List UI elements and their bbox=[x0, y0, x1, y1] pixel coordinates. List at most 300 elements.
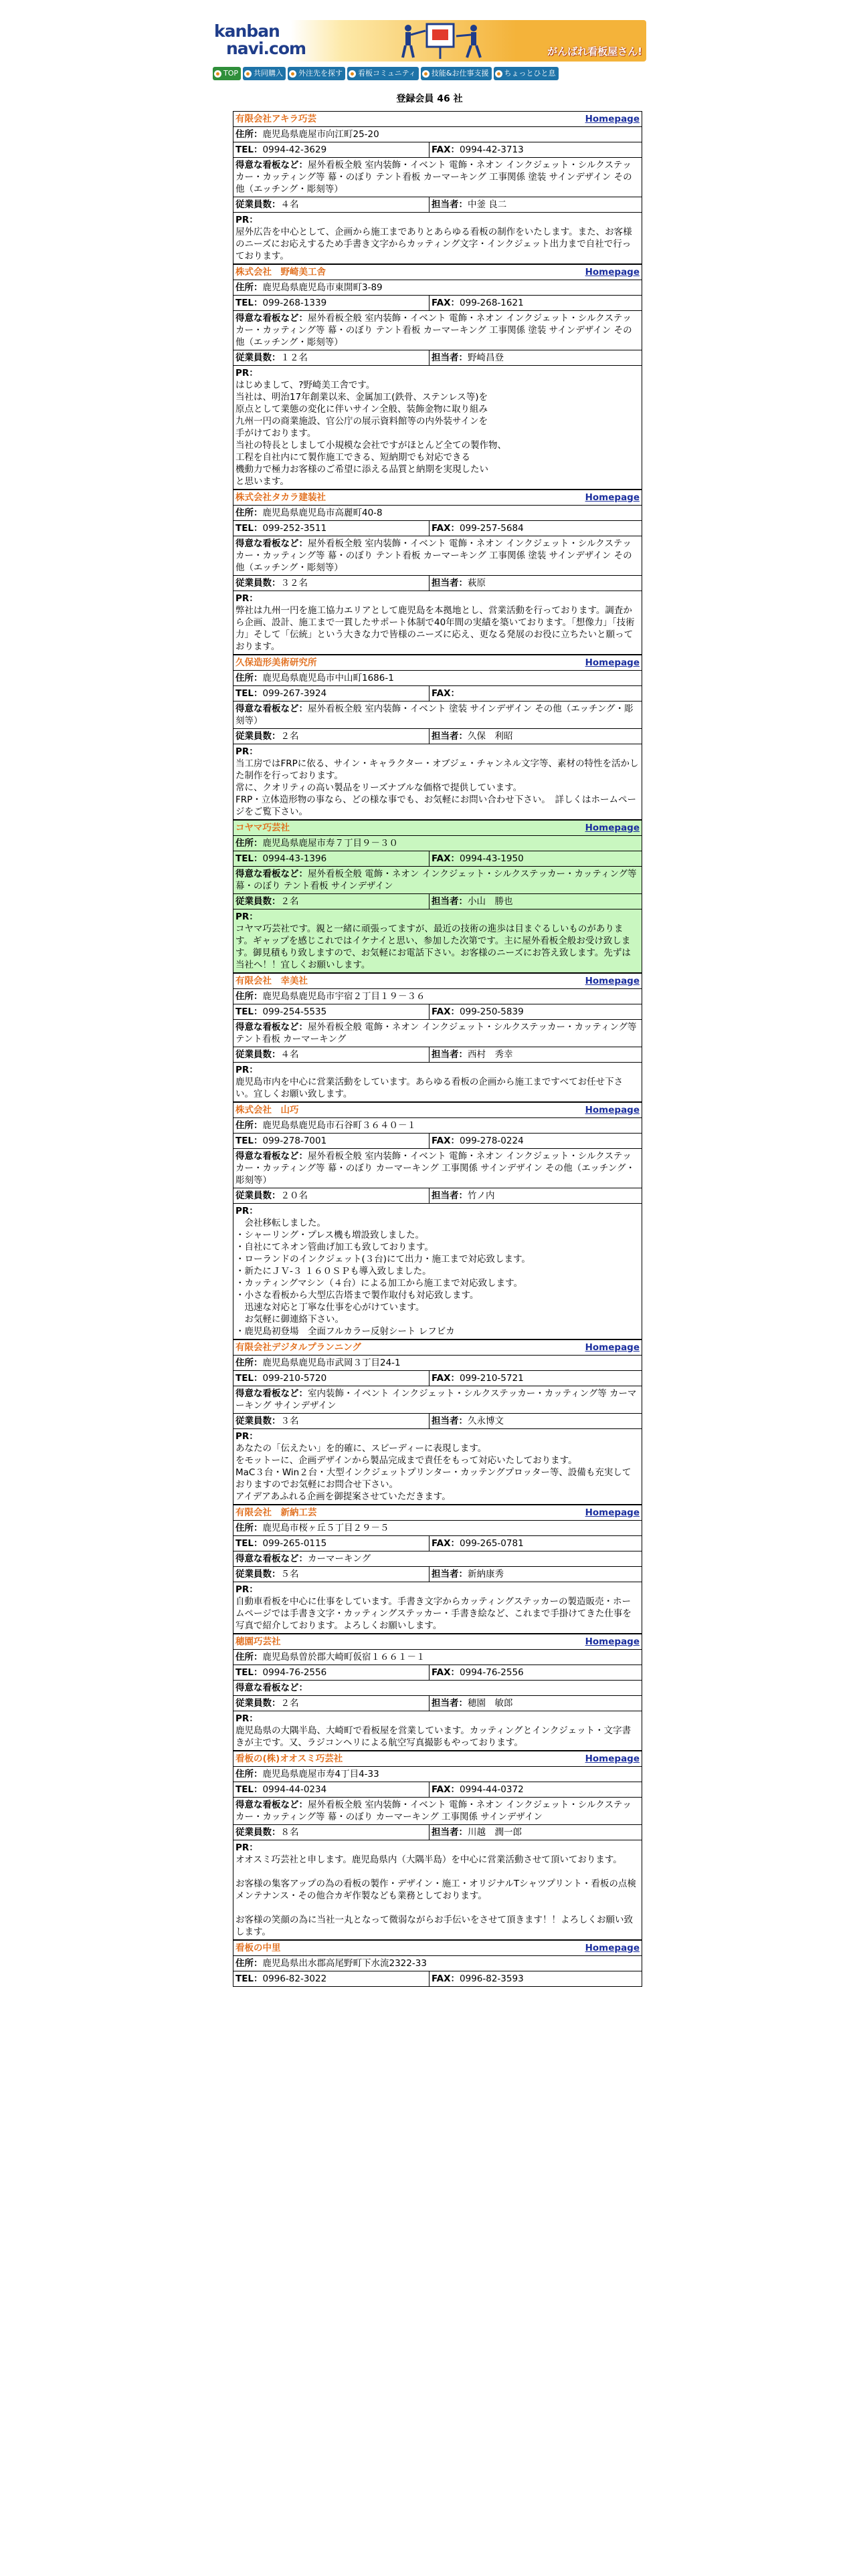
contact-cell bbox=[430, 1825, 642, 1840]
specialty-label: 得意な看板など： bbox=[235, 704, 308, 714]
fax-cell bbox=[430, 521, 642, 536]
company-name-row bbox=[233, 974, 642, 989]
pr-row bbox=[233, 591, 642, 655]
homepage-link[interactable]: Homepage bbox=[585, 976, 640, 986]
pr-label: PR： bbox=[235, 1206, 258, 1216]
tel-label: TEL： bbox=[235, 523, 263, 534]
company-name: 株式会社タカラ建装社 bbox=[235, 492, 326, 503]
pr-label: PR： bbox=[235, 215, 258, 225]
company-entry bbox=[233, 1339, 642, 1505]
address-value: 鹿児島県鹿屋市寿７丁目９－３０ bbox=[262, 838, 398, 849]
tel-cell bbox=[233, 1971, 430, 1986]
specialty-value: 屋外看板全般 室内装飾・イベント 電飾・ネオン インクジェット・シルクステッカー・カッティング等 幕・のぼり テント看板 カーマーキング 工事関係 塗装 サインデザイン その他（エッチング・彫刻等） bbox=[235, 160, 632, 195]
employees-cell bbox=[233, 1047, 430, 1062]
pr-text: あなたの「伝えたい」を的確に、スピーディーに表現します。 をモットーに、企画デザインから製品完成まで責任をもって対応いたしております。 MaC３台・Win２台・大型インクジェットプリンター・カッテングプロッター等、設備も充実しておりますのでお気軽にお問合せ下さい。 アイデアあふれる企画を御提案させていただきます。 bbox=[235, 1443, 632, 1502]
employees-value: ２名 bbox=[280, 731, 299, 742]
contact-cell bbox=[430, 729, 642, 744]
specialty-value: 屋外看板全般 室内装飾・イベント 塗装 サインデザイン その他（エッチング・彫刻等） bbox=[235, 704, 634, 726]
member-count: 登録会員 46 社 bbox=[396, 94, 463, 104]
contact-cell bbox=[430, 1188, 642, 1203]
tel-label: TEL： bbox=[235, 1006, 263, 1017]
pr-label: PR： bbox=[235, 368, 258, 379]
main-nav bbox=[213, 67, 646, 80]
address-row bbox=[233, 1118, 642, 1134]
pr-text: コヤマ巧芸社です。親と一緒に頑張ってますが、最近の技術の進歩は目まぐるしいものがあります。ギャップを感じこれではイケナイと思い、参加した次第です。主に屋外看板全般お受け致します。御見積もり致しますので、お気軽にお電話下さい。お客様のニーズにお答え致します。先ずは当社へ！！宜しくお願いします。 bbox=[235, 924, 631, 970]
employees-label: 従業員数： bbox=[235, 1190, 281, 1201]
tel-value: 0994-43-1396 bbox=[262, 853, 327, 864]
fax-label: FAX： bbox=[432, 853, 460, 864]
contact-value: 野崎昌登 bbox=[468, 352, 504, 363]
nav-tab[interactable] bbox=[213, 67, 241, 80]
contact-value: 川越 潤一郎 bbox=[468, 1827, 522, 1838]
pr-row bbox=[233, 1582, 642, 1634]
fax-label: FAX： bbox=[432, 1538, 460, 1549]
tel-value: 0994-44-0234 bbox=[262, 1784, 327, 1795]
pr-text: 鹿児島市内を中心に営業活動をしています。あらゆる看板の企画から施工まですべてお任せ下さい。宜しくお願い致します。 bbox=[235, 1077, 624, 1099]
employees-label: 従業員数： bbox=[235, 1569, 281, 1580]
specialty-row bbox=[233, 1551, 642, 1567]
company-name: 株式会社 野崎美工舎 bbox=[235, 267, 326, 278]
nav-bullet-icon bbox=[244, 70, 252, 78]
address-value: 鹿児島県鹿児島市宇宿２丁目１９－３６ bbox=[262, 991, 425, 1002]
tel-label: TEL： bbox=[235, 853, 263, 864]
pr-text: 当工房ではFRPに依る、サイン・キャラクター・オブジェ・チャンネル文字等、素材の特性を活かした制作を行っております。 常に、クオリティの高い製品をリーズナブルな価格で提供しています。 FRP・立体造形物の事なら、どの様な事でも、お気軽にお問い合わせ下さい。 詳しくはホームページをご覧下さい。 bbox=[235, 758, 639, 817]
staff-row bbox=[233, 1825, 642, 1840]
employees-label: 従業員数： bbox=[235, 1049, 281, 1060]
specialty-value: 屋外看板全般 電飾・ネオン インクジェット・シルクステッカー・カッティング等 テント看板 カーマーキング bbox=[235, 1022, 637, 1045]
address-value: 鹿児島県鹿児島市武岡３丁目24-1 bbox=[262, 1358, 401, 1368]
tel-cell bbox=[233, 1782, 430, 1797]
pr-label: PR： bbox=[235, 1431, 258, 1442]
homepage-link[interactable]: Homepage bbox=[585, 1342, 640, 1353]
phone-row bbox=[233, 1971, 642, 1987]
contact-cell bbox=[430, 1696, 642, 1711]
fax-label: FAX： bbox=[432, 1373, 460, 1384]
pr-label: PR： bbox=[235, 1842, 258, 1853]
fax-value: 0996-82-3593 bbox=[460, 1973, 524, 1984]
address-label: 住所： bbox=[235, 673, 263, 683]
pr-text: はじめまして、?野崎美工舎です。 当社は、明治17年創業以来、金属加工(鉄骨、ステンレス等)を 原点として業態の変化に伴いサイン全般、装飾金物に取り組み 九州一円の商業施設、官公庁の展示資料館等の内外装サインを 手がけております。 当社の特長としまして小規模な会社ですがほとんど全ての製作物、 工程を自社内にて製作施工できる、短納期でも対応できる 機動力で極力お客様のご希望に添える品質と納期を実現したい と思います。 bbox=[235, 380, 506, 487]
nav-tab-label: 技能&お仕事支援 bbox=[431, 69, 489, 78]
contact-label: 担当者： bbox=[432, 352, 468, 363]
homepage-link[interactable]: Homepage bbox=[585, 267, 640, 278]
pr-text: 自動車看板を中心に仕事をしています。手書き文字からカッティングステッカーの製造販売・ホームページでは手書き文字・カッティングステッカー・手書き絵など、これまで手掛けてきた仕事を写真で紹介しております。よろしくお願いします。 bbox=[235, 1596, 632, 1631]
fax-value: 099-265-0781 bbox=[460, 1538, 524, 1549]
company-name-row bbox=[233, 821, 642, 836]
nav-tab[interactable] bbox=[243, 67, 286, 80]
company-name: 穂園巧芸社 bbox=[235, 1636, 281, 1647]
pr-row bbox=[233, 1840, 642, 1940]
nav-bullet-icon bbox=[349, 70, 356, 78]
fax-cell bbox=[430, 1782, 642, 1797]
specialty-label: 得意な看板など： bbox=[235, 1388, 308, 1399]
pr-row bbox=[233, 909, 642, 973]
employees-cell bbox=[233, 350, 430, 365]
homepage-link[interactable]: Homepage bbox=[585, 114, 640, 124]
company-entry bbox=[233, 1505, 642, 1634]
company-name: コヤマ巧芸社 bbox=[235, 823, 290, 833]
pr-label: PR： bbox=[235, 746, 258, 757]
fax-cell bbox=[430, 1134, 642, 1148]
company-name-row bbox=[233, 265, 642, 280]
employees-cell bbox=[233, 197, 430, 212]
employees-value: ４名 bbox=[280, 1049, 299, 1060]
contact-label: 担当者： bbox=[432, 731, 468, 742]
phone-row bbox=[233, 521, 642, 536]
specialty-value: 屋外看板全般 電飾・ネオン インクジェット・シルクステッカー・カッティング等 幕・のぼり テント看板 サインデザイン bbox=[235, 869, 637, 891]
address-row bbox=[233, 506, 642, 521]
header-slogan: がんばれ看板屋さん! bbox=[547, 45, 642, 58]
tel-value: 0994-76-2556 bbox=[262, 1667, 327, 1678]
employees-value: ５名 bbox=[280, 1569, 299, 1580]
company-entry bbox=[233, 1634, 642, 1751]
pr-row bbox=[233, 213, 642, 264]
employees-label: 従業員数： bbox=[235, 1827, 281, 1838]
company-name-row bbox=[233, 655, 642, 671]
phone-row bbox=[233, 1536, 642, 1551]
nav-tab[interactable] bbox=[494, 67, 559, 80]
company-entry bbox=[233, 1940, 642, 1987]
contact-value: 穂園 敏郎 bbox=[468, 1698, 513, 1709]
specialty-label: 得意な看板など： bbox=[235, 538, 308, 549]
address-label: 住所： bbox=[235, 508, 263, 518]
staff-row bbox=[233, 1696, 642, 1711]
address-row bbox=[233, 1767, 642, 1782]
employees-value: ３名 bbox=[280, 1416, 299, 1426]
company-name-row bbox=[233, 1941, 642, 1956]
phone-row bbox=[233, 296, 642, 311]
employees-label: 従業員数： bbox=[235, 578, 281, 588]
tel-cell bbox=[233, 1536, 430, 1551]
specialty-value: 屋外看板全般 室内装飾・イベント 電飾・ネオン インクジェット・シルクステッカー・カッティング等 幕・のぼり カーマーキング 工事関係 サインデザイン その他（エッチング・彫刻等） bbox=[235, 1151, 635, 1186]
specialty-row bbox=[233, 1681, 642, 1696]
pr-row bbox=[233, 366, 642, 490]
company-name: 有限会社 新納工芸 bbox=[235, 1507, 317, 1518]
tel-cell bbox=[233, 521, 430, 536]
pr-row bbox=[233, 744, 642, 820]
specialty-label: 得意な看板など： bbox=[235, 1151, 308, 1162]
fax-value: 099-268-1621 bbox=[460, 298, 524, 308]
contact-value: 竹ノ内 bbox=[468, 1190, 495, 1201]
nav-tab[interactable] bbox=[421, 67, 492, 80]
company-name: 久保造形美術研究所 bbox=[235, 657, 317, 668]
address-label: 住所： bbox=[235, 1769, 263, 1780]
nav-tab-label: TOP bbox=[223, 69, 239, 78]
employees-value: ２０名 bbox=[280, 1190, 308, 1201]
fax-label: FAX： bbox=[432, 298, 460, 308]
specialty-row bbox=[233, 1020, 642, 1047]
address-label: 住所： bbox=[235, 282, 263, 293]
company-entry bbox=[233, 1751, 642, 1940]
fax-cell bbox=[430, 296, 642, 310]
pr-text: 弊社は九州一円を施工協力エリアとして鹿児島を本拠地とし、営業活動を行っております。調査から企画、設計、施工まで一貫したサポート体制で40年間の実績を築いております。「想像力」「技術力」そして「伝統」という大きな力で皆様のニーズに応え、更なる発展のお役に立ちたいと願っております。 bbox=[235, 605, 635, 652]
phone-row bbox=[233, 1665, 642, 1681]
specialty-row bbox=[233, 867, 642, 894]
company-name: 株式会社 山巧 bbox=[235, 1105, 299, 1115]
nav-bullet-icon bbox=[495, 70, 502, 78]
pr-text: 会社移転しました。 ・シャーリング・プレス機も増設致しました。 ・自社にてネオン管曲げ加工も致しております。 ・ローランドのインクジェット(３台)にて出力・施工まで対応致します。 ・新たにＪＶ-３ １６０ＳＰも導入致しました。 ・カッティングマシン（４台）による加工から施工まで対応致します。 ・小さな看板から大型広告塔まで製作取付も対応致します。 迅速な対応と丁寧な仕事を心がけています。 お気軽に御連絡下さい。 ・鹿児島初登場 全面フルカラー反射シート レフビカ bbox=[235, 1218, 531, 1337]
address-value: 鹿児島県鹿屋市寿4丁目4-33 bbox=[262, 1769, 379, 1780]
signboard-worker-illustration-icon bbox=[393, 21, 494, 60]
logo-line-2: navi.com bbox=[226, 39, 306, 58]
contact-label: 担当者： bbox=[432, 896, 468, 907]
staff-row bbox=[233, 1567, 642, 1582]
contact-cell bbox=[430, 1047, 642, 1062]
site-logo[interactable] bbox=[214, 23, 328, 60]
specialty-label: 得意な看板など： bbox=[235, 1683, 308, 1693]
staff-row bbox=[233, 350, 642, 366]
specialty-row bbox=[233, 311, 642, 350]
company-entry bbox=[233, 973, 642, 1102]
company-name-row bbox=[233, 1340, 642, 1356]
contact-value: 萩原 bbox=[468, 578, 486, 588]
employees-label: 従業員数： bbox=[235, 896, 281, 907]
address-value: 鹿児島県鹿児島市高麗町40-8 bbox=[262, 508, 383, 518]
fax-value: 0994-44-0372 bbox=[460, 1784, 524, 1795]
nav-bullet-icon bbox=[214, 70, 221, 78]
fax-cell bbox=[430, 1004, 642, 1019]
specialty-row bbox=[233, 702, 642, 729]
tel-value: 099-268-1339 bbox=[262, 298, 327, 308]
phone-row bbox=[233, 142, 642, 158]
fax-value: 099-257-5684 bbox=[460, 523, 524, 534]
tel-value: 099-278-7001 bbox=[262, 1136, 327, 1146]
contact-cell bbox=[430, 1414, 642, 1428]
fax-label: FAX： bbox=[432, 688, 460, 699]
pr-text: オオスミ巧芸社と申します。鹿児島県内（大隅半島）を中心に営業活動させて頂いております。 お客様の集客アップの為の看板の製作・デザイン・施工・オリジナルTシャツプリント・看板の点検メンテナンス・その他合カギ作製なども業務としております。 お客様の笑顔の為に当社一丸となって微弱ながらお手伝いをさせて頂きます！！よろしくお願い致します。 bbox=[235, 1854, 636, 1937]
staff-row bbox=[233, 197, 642, 213]
nav-tab[interactable] bbox=[288, 67, 345, 80]
company-entry bbox=[233, 490, 642, 655]
tel-cell bbox=[233, 296, 430, 310]
pr-row bbox=[233, 1204, 642, 1339]
contact-value: 久保 利昭 bbox=[468, 731, 513, 742]
fax-value: 0994-43-1950 bbox=[460, 853, 524, 864]
address-row bbox=[233, 1650, 642, 1665]
pr-text: 鹿児島県の大隅半島、大崎町で看板屋を営業しています。カッティングとインクジェット・文字書きが主です。又、ラジコンヘリによる航空写真撮影もやっております。 bbox=[235, 1725, 632, 1748]
tel-label: TEL： bbox=[235, 1136, 263, 1146]
employees-cell bbox=[233, 1188, 430, 1203]
homepage-link[interactable]: Homepage bbox=[585, 823, 640, 833]
pr-text: 屋外広告を中心として、企画から施工までありとあらゆる看板の制作をいたします。また、お客様のニーズにお応えするため手書き文字からカッティング文字・インクジェット出力まで自社で行っております。 bbox=[235, 227, 632, 261]
company-name: 看板の(株)オオスミ巧芸社 bbox=[235, 1753, 343, 1764]
address-row bbox=[233, 1521, 642, 1536]
contact-label: 担当者： bbox=[432, 578, 468, 588]
address-row bbox=[233, 1356, 642, 1371]
homepage-link[interactable]: Homepage bbox=[585, 657, 640, 668]
employees-cell bbox=[233, 1567, 430, 1582]
address-label: 住所： bbox=[235, 838, 263, 849]
fax-cell bbox=[430, 1371, 642, 1386]
contact-value: 中釜 良二 bbox=[468, 199, 507, 210]
header-banner bbox=[213, 20, 646, 62]
employees-cell bbox=[233, 1825, 430, 1840]
contact-value: 小山 勝也 bbox=[468, 896, 513, 907]
fax-label: FAX： bbox=[432, 1784, 460, 1795]
address-label: 住所： bbox=[235, 1652, 263, 1662]
contact-label: 担当者： bbox=[432, 1698, 468, 1709]
staff-row bbox=[233, 1188, 642, 1204]
specialty-row bbox=[233, 1149, 642, 1188]
contact-label: 担当者： bbox=[432, 1416, 468, 1426]
fax-value: 099-278-0224 bbox=[460, 1136, 524, 1146]
homepage-link[interactable]: Homepage bbox=[585, 492, 640, 503]
employees-cell bbox=[233, 1696, 430, 1711]
contact-cell bbox=[430, 350, 642, 365]
employees-cell bbox=[233, 1414, 430, 1428]
staff-row bbox=[233, 1047, 642, 1063]
fax-label: FAX： bbox=[432, 1136, 460, 1146]
site-header bbox=[213, 20, 646, 84]
employees-value: １２名 bbox=[280, 352, 308, 363]
employees-value: ３２名 bbox=[280, 578, 308, 588]
fax-cell bbox=[430, 1536, 642, 1551]
tel-label: TEL： bbox=[235, 1784, 263, 1795]
tel-value: 099-265-0115 bbox=[262, 1538, 327, 1549]
specialty-value: 室内装飾・イベント インクジェット・シルクステッカー・カッティング等 カーマーキング サインデザイン bbox=[235, 1388, 637, 1411]
address-label: 住所： bbox=[235, 991, 263, 1002]
address-label: 住所： bbox=[235, 1523, 263, 1533]
tel-value: 099-254-5535 bbox=[262, 1006, 327, 1017]
specialty-value: 屋外看板全般 室内装飾・イベント 電飾・ネオン インクジェット・シルクステッカー・カッティング等 幕・のぼり カーマーキング 工事関係 サインデザイン bbox=[235, 1800, 632, 1822]
company-name: 有限会社アキラ巧芸 bbox=[235, 114, 316, 124]
company-name-row bbox=[233, 1634, 642, 1650]
pr-row bbox=[233, 1063, 642, 1102]
tel-value: 099-267-3924 bbox=[262, 688, 327, 699]
specialty-label: 得意な看板など： bbox=[235, 869, 308, 879]
employees-value: ８名 bbox=[280, 1827, 299, 1838]
pr-label: PR： bbox=[235, 1584, 258, 1595]
pr-label: PR： bbox=[235, 1713, 258, 1724]
tel-cell bbox=[233, 1004, 430, 1019]
company-name-row bbox=[233, 1103, 642, 1118]
contact-label: 担当者： bbox=[432, 199, 468, 210]
employees-value: ２名 bbox=[280, 1698, 299, 1709]
company-name: 看板の中里 bbox=[235, 1943, 281, 1953]
pr-label: PR： bbox=[235, 1065, 258, 1075]
homepage-link[interactable]: Homepage bbox=[585, 1105, 640, 1115]
address-row bbox=[233, 127, 642, 142]
tel-label: TEL： bbox=[235, 1973, 263, 1984]
fax-label: FAX： bbox=[432, 1006, 460, 1017]
fax-cell bbox=[430, 1971, 642, 1986]
pr-label: PR： bbox=[235, 593, 258, 604]
address-value: 鹿児島県鹿児島市東開町3-89 bbox=[262, 282, 383, 293]
employees-cell bbox=[233, 729, 430, 744]
contact-label: 担当者： bbox=[432, 1827, 468, 1838]
fax-label: FAX： bbox=[432, 1667, 460, 1678]
employees-label: 従業員数： bbox=[235, 352, 281, 363]
employees-cell bbox=[233, 576, 430, 591]
tel-value: 0994-42-3629 bbox=[262, 144, 327, 155]
company-entry bbox=[233, 655, 642, 820]
employees-value: ２名 bbox=[280, 896, 299, 907]
phone-row bbox=[233, 851, 642, 867]
fax-label: FAX： bbox=[432, 523, 460, 534]
tel-value: 099-210-5720 bbox=[262, 1373, 327, 1384]
address-row bbox=[233, 989, 642, 1004]
contact-cell bbox=[430, 1567, 642, 1582]
tel-label: TEL： bbox=[235, 1667, 263, 1678]
contact-cell bbox=[430, 894, 642, 909]
tel-cell bbox=[233, 1665, 430, 1680]
company-entry bbox=[233, 264, 642, 490]
address-value: 鹿児島県鹿児島市石谷町３６４０－１ bbox=[262, 1120, 416, 1131]
staff-row bbox=[233, 729, 642, 744]
homepage-link[interactable]: Homepage bbox=[585, 1943, 640, 1953]
tel-label: TEL： bbox=[235, 688, 263, 699]
employees-cell bbox=[233, 894, 430, 909]
specialty-row bbox=[233, 1798, 642, 1825]
tel-cell bbox=[233, 1134, 430, 1148]
company-name-row bbox=[233, 490, 642, 506]
tel-label: TEL： bbox=[235, 1373, 263, 1384]
phone-row bbox=[233, 1004, 642, 1020]
address-row bbox=[233, 280, 642, 296]
logo-line-1: kanban bbox=[214, 21, 280, 41]
pr-row bbox=[233, 1711, 642, 1751]
specialty-label: 得意な看板など： bbox=[235, 1553, 308, 1564]
fax-cell bbox=[430, 686, 642, 701]
homepage-link[interactable]: Homepage bbox=[585, 1507, 640, 1518]
pr-row bbox=[233, 1429, 642, 1505]
fax-value: 0994-76-2556 bbox=[460, 1667, 524, 1678]
company-entry bbox=[233, 1102, 642, 1339]
homepage-link[interactable]: Homepage bbox=[585, 1753, 640, 1764]
fax-value: 099-250-5839 bbox=[460, 1006, 524, 1017]
specialty-value: 屋外看板全般 室内装飾・イベント 電飾・ネオン インクジェット・シルクステッカー・カッティング等 幕・のぼり テント看板 カーマーキング 工事関係 塗装 サインデザイン その他（エッチング・彫刻等） bbox=[235, 538, 632, 573]
specialty-value: カーマーキング bbox=[308, 1553, 371, 1564]
contact-value: 新納康秀 bbox=[468, 1569, 504, 1580]
company-name-row bbox=[233, 112, 642, 127]
contact-label: 担当者： bbox=[432, 1190, 468, 1201]
tel-cell bbox=[233, 686, 430, 701]
company-name-row bbox=[233, 1751, 642, 1767]
address-label: 住所： bbox=[235, 1120, 263, 1131]
nav-tab[interactable] bbox=[347, 67, 419, 80]
address-value: 鹿児島県鹿屋市向江町25-20 bbox=[262, 129, 379, 140]
tel-cell bbox=[233, 1371, 430, 1386]
tel-cell bbox=[233, 851, 430, 866]
specialty-label: 得意な看板など： bbox=[235, 313, 308, 324]
specialty-label: 得意な看板など： bbox=[235, 1022, 308, 1033]
address-value: 鹿児島県曽於郡大崎町仮宿１６６１－１ bbox=[262, 1652, 425, 1662]
employees-value: ４名 bbox=[280, 199, 299, 210]
nav-bullet-icon bbox=[422, 70, 430, 78]
pr-label: PR： bbox=[235, 911, 258, 922]
tel-label: TEL： bbox=[235, 144, 263, 155]
staff-row bbox=[233, 1414, 642, 1429]
contact-value: 西村 秀幸 bbox=[468, 1049, 513, 1060]
contact-label: 担当者： bbox=[432, 1049, 468, 1060]
fax-label: FAX： bbox=[432, 1973, 460, 1984]
nav-tab-label: 外注先を探す bbox=[298, 69, 343, 78]
phone-row bbox=[233, 1134, 642, 1149]
fax-value: 0994-42-3713 bbox=[460, 144, 524, 155]
tel-cell bbox=[233, 142, 430, 157]
contact-cell bbox=[430, 197, 642, 212]
address-value: 鹿児島市桜ヶ丘５丁目２９－５ bbox=[262, 1523, 389, 1533]
nav-tab-label: 共同購入 bbox=[254, 69, 284, 78]
employees-label: 従業員数： bbox=[235, 1698, 281, 1709]
staff-row bbox=[233, 576, 642, 591]
homepage-link[interactable]: Homepage bbox=[585, 1636, 640, 1647]
address-row bbox=[233, 836, 642, 851]
specialty-label: 得意な看板など： bbox=[235, 1800, 308, 1810]
nav-tab-label: ちょっとひと息 bbox=[504, 69, 556, 78]
company-entry bbox=[233, 820, 642, 973]
fax-label: FAX： bbox=[432, 144, 460, 155]
